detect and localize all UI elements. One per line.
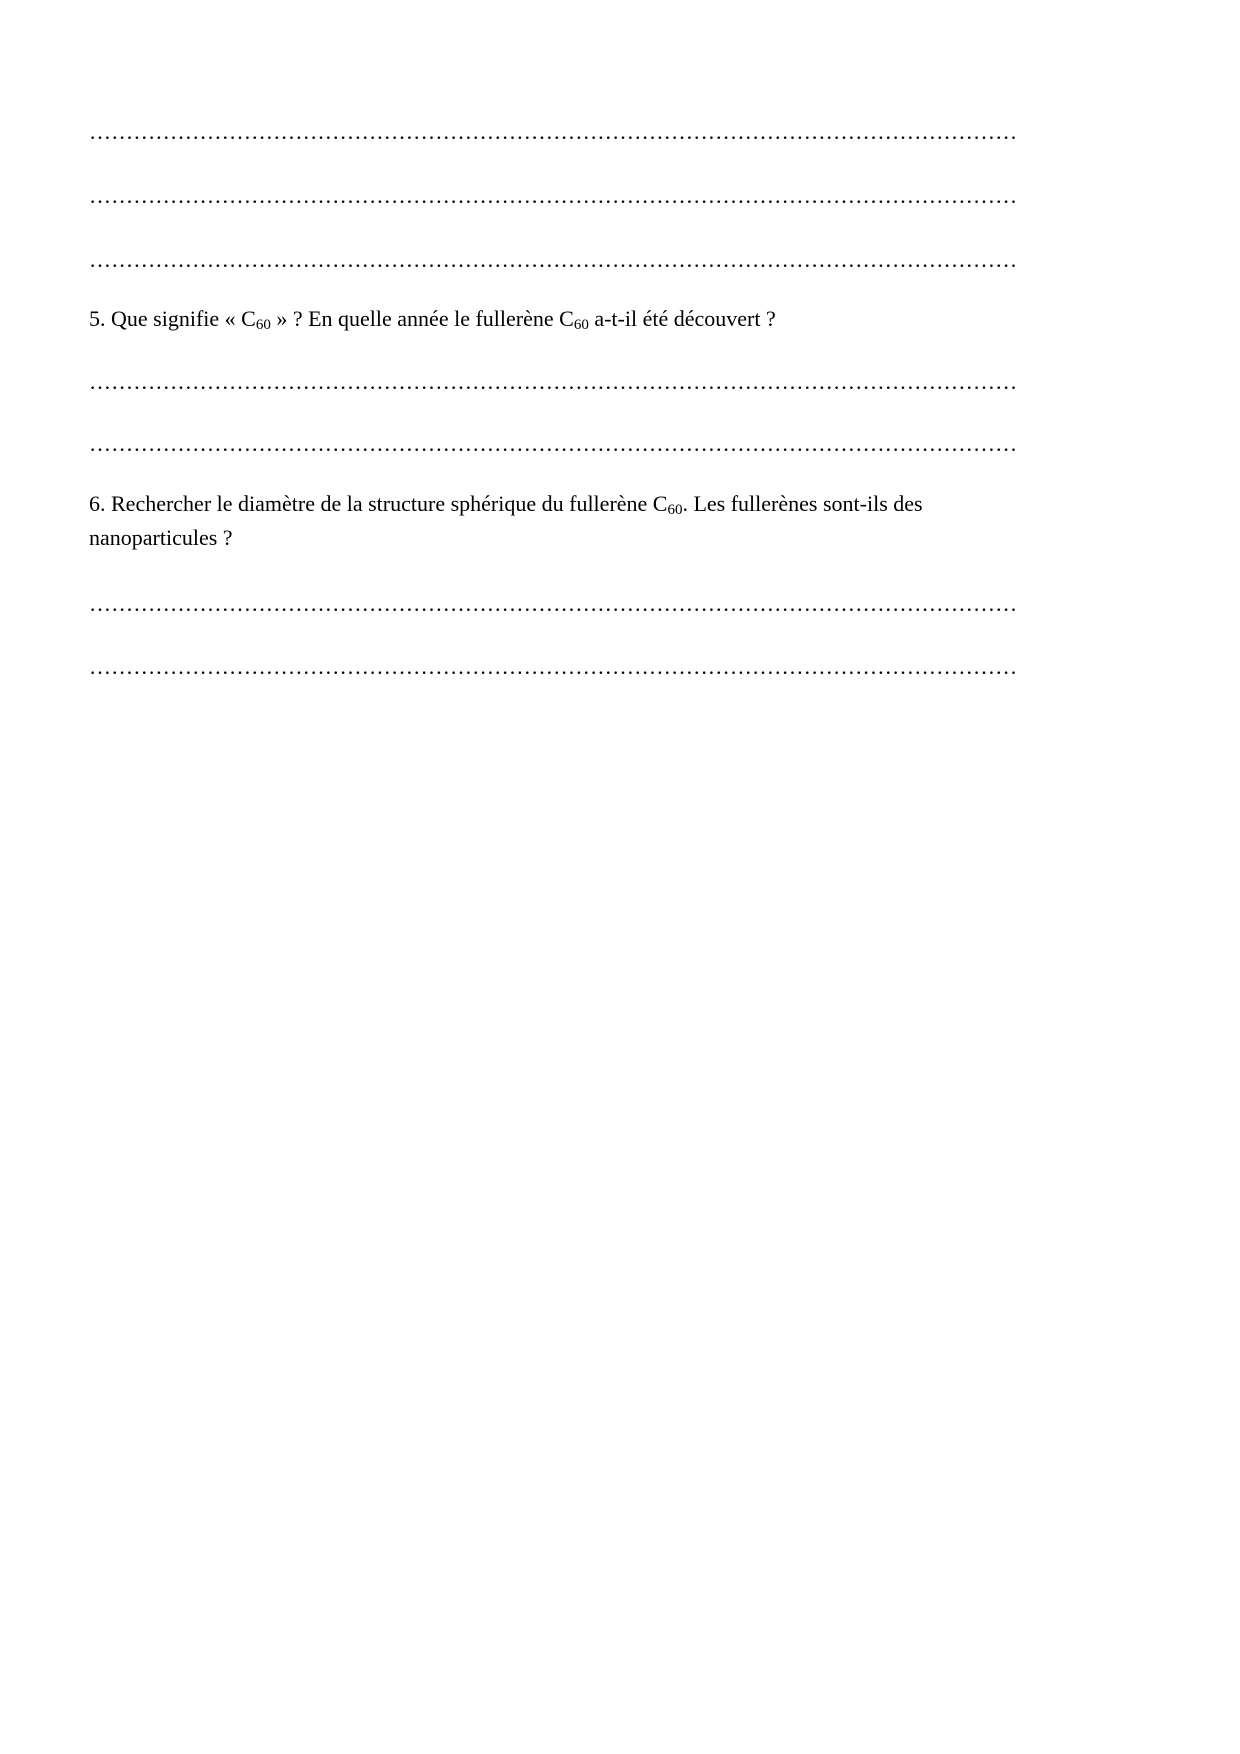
answer-dotted-line: ……………………………………………………………………………………………………………… bbox=[89, 655, 1018, 679]
answer-dotted-line: ……………………………………………………………………………………………………………… bbox=[89, 184, 1018, 208]
answer-dotted-line: ……………………………………………………………………………………………………………… bbox=[89, 120, 1018, 144]
question-6-line-2: nanoparticules ? bbox=[89, 525, 233, 550]
answer-dotted-line: ……………………………………………………………………………………………………………… bbox=[89, 370, 1018, 394]
answer-dotted-line: ……………………………………………………………………………………………………………… bbox=[89, 432, 1018, 456]
subscript-60: 60 bbox=[255, 317, 271, 333]
answer-dotted-line: ……………………………………………………………………………………………………………… bbox=[89, 592, 1018, 616]
answer-dotted-line: ……………………………………………………………………………………………………………… bbox=[89, 248, 1018, 272]
question-6 bbox=[89, 487, 1159, 555]
question-5-text-part2: » ? En quelle année le fullerène C bbox=[270, 306, 574, 331]
question-6-line-1 bbox=[89, 487, 1159, 521]
question-5 bbox=[89, 302, 1159, 336]
question-5-line bbox=[89, 302, 1159, 336]
question-5-text-part1: 5. Que signifie « C bbox=[89, 306, 256, 331]
question-6-text-part1: 6. Rechercher le diamètre de la structure sphérique du fullerène C bbox=[89, 491, 668, 516]
question-6-text-part2: . Les fullerènes sont-ils des bbox=[682, 491, 923, 516]
subscript-60: 60 bbox=[573, 317, 589, 333]
subscript-60: 60 bbox=[667, 502, 683, 518]
question-5-text-part3: a-t-il été découvert ? bbox=[588, 306, 776, 331]
